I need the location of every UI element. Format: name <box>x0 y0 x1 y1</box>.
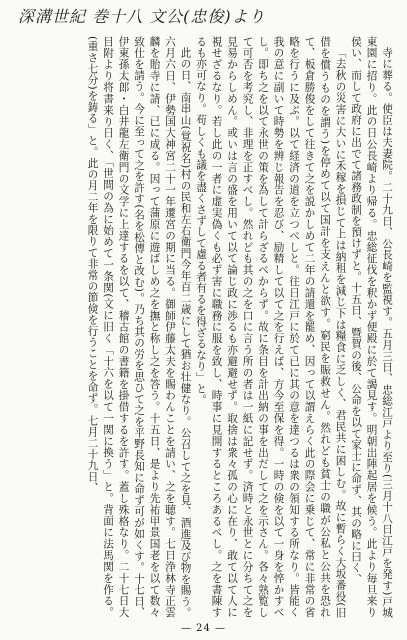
paragraph-3: 此の日、南串山(覚祝名)村の民和左右衛門今年百二歳にして猶お壮健なり。公召して之を見、酒進及び物を賜う。六月六日、伊勢国大神宮二十一年遷宮の期に当る。御師伊藤太夫を賜わんことを請い、之を聴す。七日浄林寺正雲麟を貽寺に請、已に成る。因って蒲原に遊ばしめ之を撫と称し之を答う。十五日、是より先祐甲景国老を以て数々致仕を請う。今に至って之を許す(名を松傳と改む)。乃ち其の労を思ひて之を平野長知に命ず可が如くす。十七日、伊東孫太郎・白井龍左衛門の文学に上達するを以て、稽古館の書籍を掛借するを許す。蓋し殊格なり。二十七日大目附より将書来り日く、「世間の為に始めて一条関(文に旧く「十六を以て一関に換う」と。背面に法馬関を作る。(重さ七分)を鋳る」と。此の月二年を限りて非常の節倹を行うことを命ず。七月二十九日、 <box>86 36 192 618</box>
paragraph-1: 寺に葬る。使臣は夫妻院。二十九日、公長崎を監視す。五月三日、忠総江戸より至り(三月十八日江戸を発す)戸城東園に招り。此の日公長崎より帰る。忠総征伐を釈かず便殿に於て謁見す。明朝出陣起居を候う。此より毎旦来り侯い、而して政府に出でて諸務政制を預けずと。十五日、暨賀の後、公命を以て家士に命ず、其の略に曰く、 <box>350 36 393 618</box>
handwritten-title-note: 深溝世紀 巻十八 文公(忠俊)より <box>18 7 266 26</box>
vertical-body-text <box>16 36 394 618</box>
page-number: — 24 — <box>180 623 227 634</box>
paragraph-2: 「去秋の災害に大いに禾稼を損じて上は納租を減じ下は糧食に乏しく、君民共に困しむ。故に暫らく大坂番役(旧借を償うものを謂う)を停めて以て国計を支えんと欲す。窮民を賑救せん。然れども貧士の職が公私と公共を恐れて、板倉勝俊をして往きて之を説かしめて二年の請還を罷め、因って以謂えらく此の際会に乗じて、常に非常の省略を行うに及ぶ。以て経済の道を立つべしと。往日江戸に於て已に其の意を達つるは衆の領知する所なり。皆能く我の意に副いて時勢を辨じ報告を忍び、励精して以て之を行えば、方今至保を得。一時の倹を以て一身を悴かすべし。即ち之を以て永世の策を為して計らざるべからず。故に条目を計出納の事を出だして之を示さん。各々熟覧して可否を考究し、非理を正すべし。然れども其の之を口に言う所の者は一紙に記せず。済時と永世とに分ちて之を見易からしめん。或いは言の盛を用いて以て論じ政に渉るも亦避避せず。取捨は衆々孤の心に在り、敢て以て人に視せざるなり。若し此の一者に虚実偽くも必ず害に職務に服を致し、時事に見開するところあるべし。之を書陳するも亦可なり。苟しくも議を盡くさずして慮る者有るを得ざるなり」と。 <box>195 36 347 618</box>
